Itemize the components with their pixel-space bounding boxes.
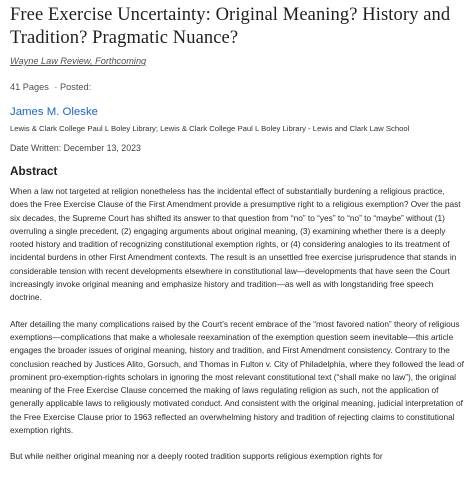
paper-meta — [10, 82, 464, 92]
abstract-paragraph: After detailing the many complications raised by the Court’s recent embrace of the “most favored nation” theory of religious exemptions—complications that make a wholesale reexamination of the exemption question seem inevitable—this article engages the broader issues of original meaning, history and tradition, and First Amendment consistency. Contrary to the conclusion reached by Justices Alito, Gorsuch, and Thomas in Fulton v. City of Philadelphia, where they followed the lead of prominent pro-exemption-rights scholars in ignoring the most relevant constitutional text (“shall make no law”), the original meaning of the Free Exercise Clause concerned the making of laws regulating religion as such, not the application of generally applicable laws to religiously motivated conduct. And consistent with the original meaning, judicial interpretation of the Free Exercise Clause prior to 1963 reflected an overwhelming history and tradition of rejecting claims to constitutional exemption rights. — [10, 318, 464, 436]
journal-link[interactable]: Wayne Law Review, Forthcoming — [10, 56, 147, 66]
abstract-paragraph: When a law not targeted at religion nonetheless has the incidental effect of substantially burdening a religious practice, does the Free Exercise Clause of the First Amendment provide a presumptive right to a religious exemption? Over the past six decades, the Supreme Court has shifted its answer to that question from “no” to “yes” to “no” to “maybe” without (1) overruling a single precedent, (2) engaging arguments about original meaning, (3) examining whether there is a deeply rooted history and tradition of recognizing constitutional exemption rights, or (4) considering analogies to its treatment of incidental burdens in other First Amendment contexts. The result is an unsettled free exercise jurisprudence that stands in considerable tension with recent developments elsewhere in constitutional law—developments that have seen the Court increasingly invoke original meaning and emphasize history and tradition—as well as with longstanding free speech doctrine. — [10, 186, 461, 303]
author-link[interactable]: James M. Oleske — [10, 106, 98, 118]
abstract-paragraph: But while neither original meaning nor a deeply rooted tradition supports religious exemption rights for — [10, 451, 383, 462]
meta-separator: · — [54, 82, 58, 92]
posted-label: Posted: — [60, 82, 92, 92]
date-written: Date Written: December 13, 2023 — [10, 143, 141, 153]
paper-title: Free Exercise Uncertainty: Original Meaning? History and Tradition? Pragmatic Nuance? — [10, 5, 451, 48]
page-count: 41 Pages — [10, 82, 49, 92]
abstract-heading: Abstract — [10, 165, 58, 178]
author-affiliation: Lewis & Clark College Paul L Boley Library; Lewis & Clark College Paul L Boley Library - Lewis and Clark Law School — [10, 124, 410, 133]
